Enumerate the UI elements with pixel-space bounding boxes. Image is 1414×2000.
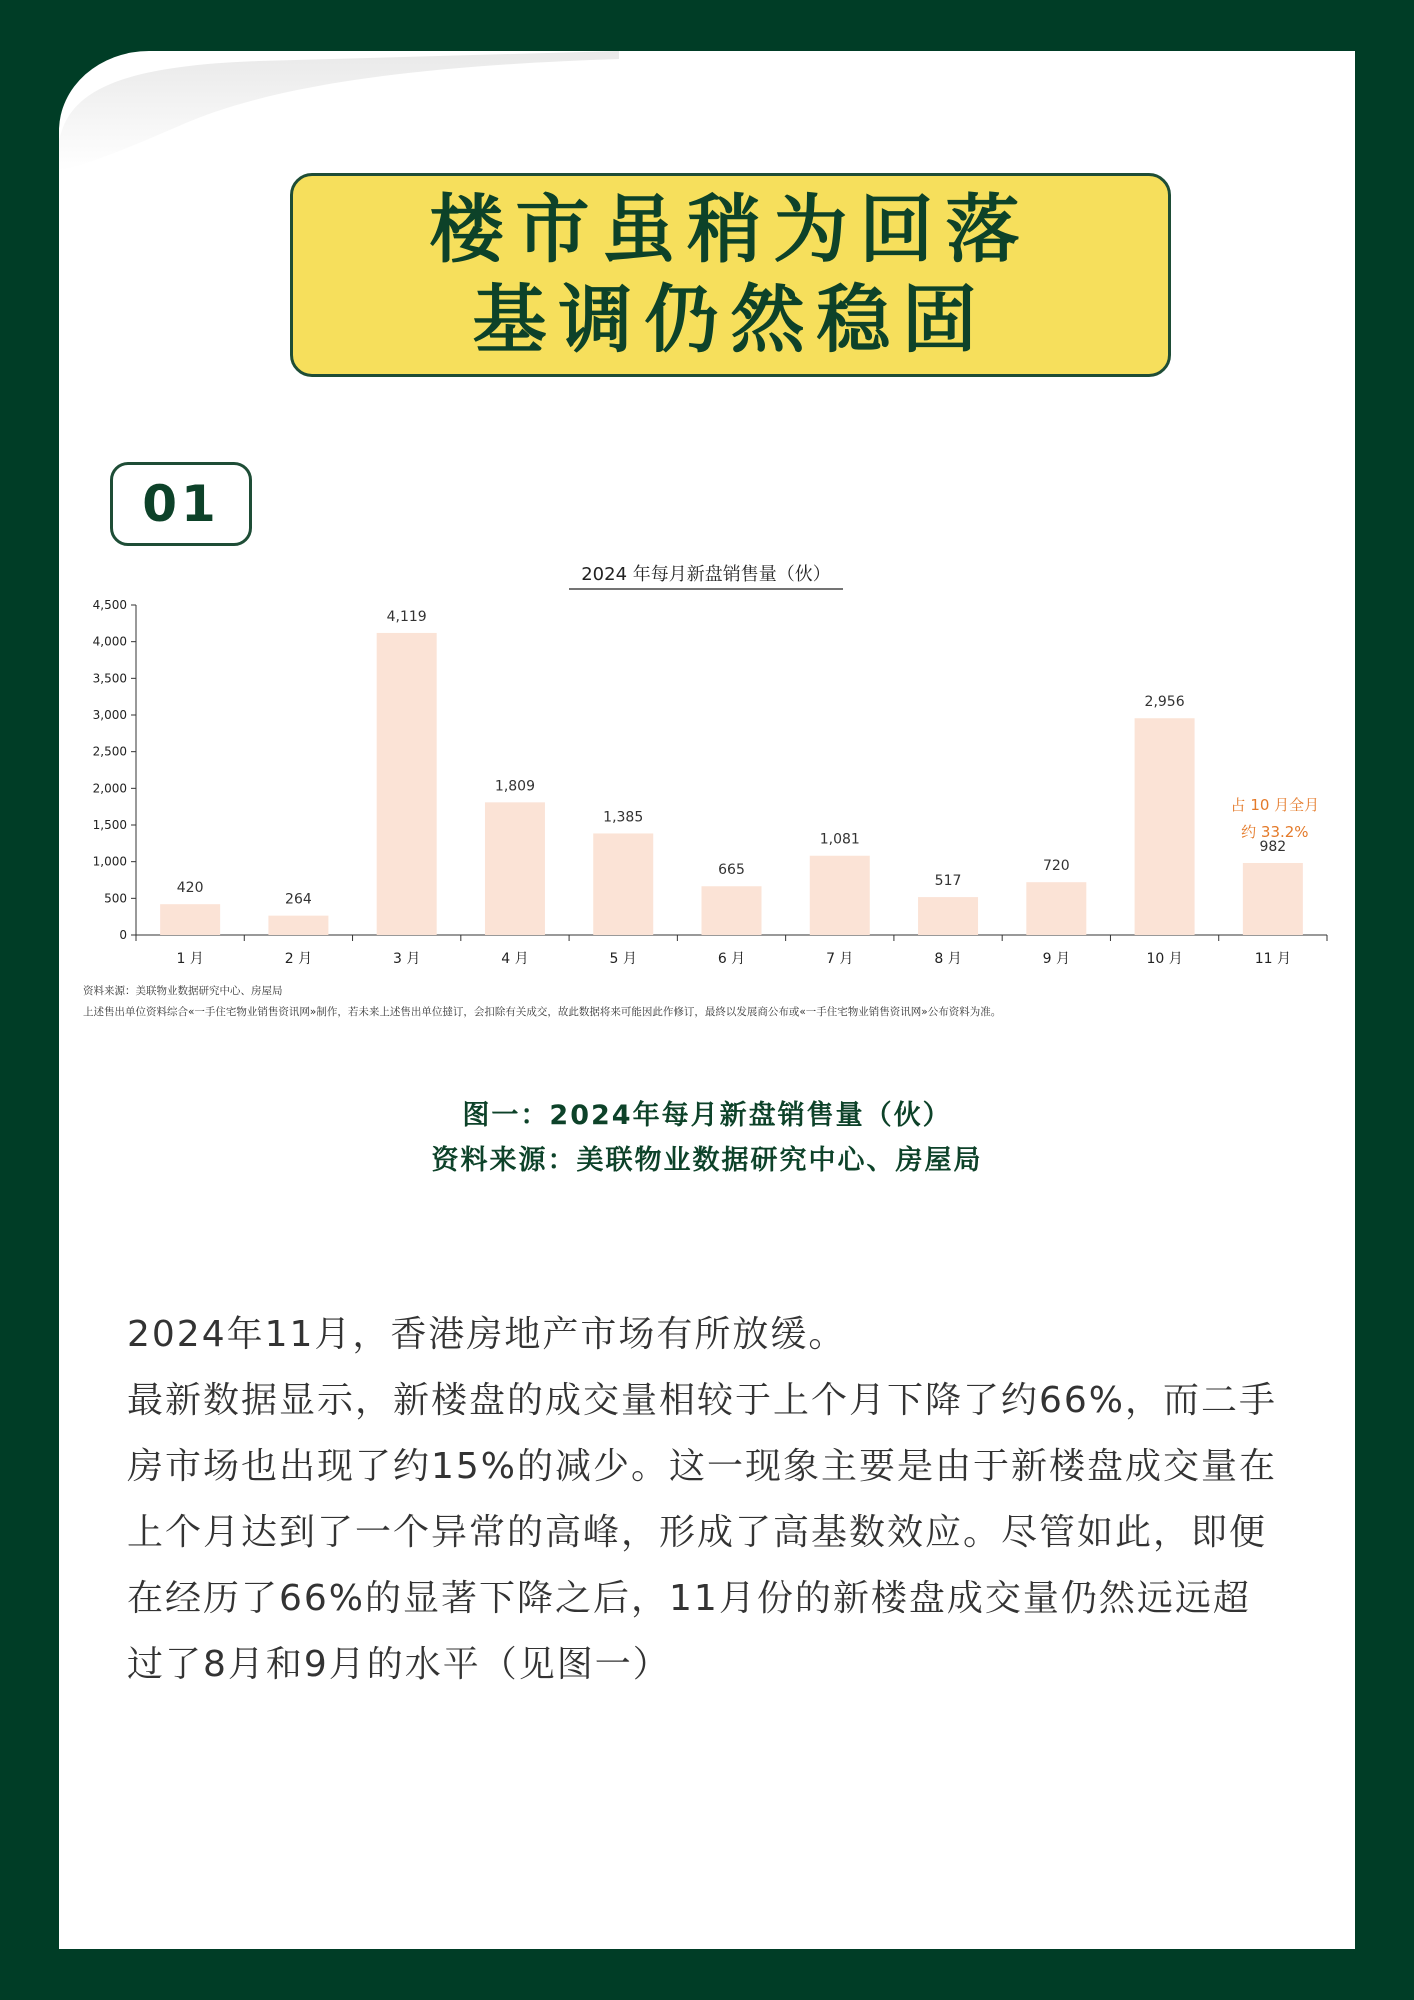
data-label: 4,119: [386, 608, 427, 625]
data-label: 2,956: [1144, 694, 1185, 711]
bar: [1135, 718, 1195, 935]
title-line-1: 楼市虽稍为回落: [429, 187, 1032, 273]
y-tick-label: 1,500: [92, 818, 127, 832]
bar: [702, 886, 762, 935]
bar: [1243, 863, 1303, 935]
data-label: 1,809: [494, 778, 536, 795]
bar: [1026, 882, 1086, 935]
y-tick-label: 1,000: [92, 854, 127, 869]
bar: [918, 897, 978, 935]
data-label: 665: [718, 862, 745, 879]
chart-title: 2024 年每月新盘销售量（伙）: [581, 564, 831, 585]
x-tick-label: 4 月: [501, 951, 529, 967]
chart-source-note: 资料来源：美联物业数据研究中心、房屋局: [83, 985, 283, 997]
body-paragraph-2: 最新数据显示，新楼盘的成交量相较于上个月下降了约66%，而二手房市场也出现了约15%的减少。这一现象主要是由于新楼盘成交量在上个月达到了一个异常的高峰，形成了高基数效应。尽管如此，即便在经历了66%的显著下降之后，11月份的新楼盘成交量仍然远远超过了8月和9月的水平（见图一）: [127, 1380, 1278, 1685]
chart-annotation-line-2: 约 33.2%: [1241, 823, 1309, 841]
x-tick-label: 1 月: [176, 951, 204, 967]
x-tick-label: 2 月: [284, 951, 313, 967]
x-tick-label: 6 月: [717, 951, 746, 967]
y-tick-label: 3,500: [92, 671, 127, 686]
data-label: 517: [934, 873, 962, 890]
body-text: [127, 1302, 1287, 1698]
data-label: 1,385: [603, 809, 644, 826]
bar-chart: [80, 550, 1340, 970]
y-tick-label: 4,500: [92, 598, 127, 612]
bar: [160, 904, 220, 935]
chart-annotation-line-1: 占 10 月全月: [1230, 796, 1320, 814]
y-tick-label: 4,000: [92, 634, 127, 649]
data-label: 1,081: [819, 831, 860, 848]
y-tick-label: 500: [104, 891, 127, 906]
data-label: 420: [176, 880, 204, 897]
x-tick-label: 9 月: [1042, 951, 1070, 967]
x-tick-label: 8 月: [934, 951, 962, 967]
bar: [268, 916, 328, 935]
x-tick-label: 7 月: [826, 951, 854, 967]
figure-caption-line-2: 资料来源：美联物业数据研究中心、房屋局: [431, 1145, 983, 1176]
y-tick-label: 0: [119, 928, 127, 942]
body-paragraph-1: 2024年11月，香港房地产市场有所放缓。: [127, 1314, 847, 1355]
data-label: 264: [285, 891, 312, 908]
data-label: 982: [1259, 838, 1287, 855]
title-line-2: 基调仍然稳固: [472, 277, 989, 363]
title-banner: [290, 173, 1171, 377]
chart-disclaimer-note: 上述售出单位资料综合«一手住宅物业销售资讯网»制作，若未来上述售出单位撻订，会扣除有关成交，故此数据将来可能因此作修订，最終以发展商公布或«一手住宅物业销售资讯网»公布资料为准。: [83, 1006, 1002, 1018]
section-number: 01: [110, 462, 252, 546]
y-tick-label: 3,000: [92, 708, 127, 722]
bar: [485, 802, 545, 935]
y-tick-label: 2,500: [92, 744, 127, 759]
x-tick-label: 5 月: [609, 951, 637, 967]
figure-caption-line-1: 图一：2024年每月新盘销售量（伙）: [462, 1100, 952, 1131]
x-tick-label: 3 月: [393, 951, 421, 967]
x-tick-label: 10 月: [1146, 951, 1183, 967]
bar: [593, 833, 653, 935]
y-tick-label: 2,000: [92, 781, 127, 796]
bar: [377, 633, 437, 935]
bar: [810, 856, 870, 935]
data-label: 720: [1042, 858, 1070, 875]
x-tick-label: 11 月: [1254, 951, 1291, 967]
